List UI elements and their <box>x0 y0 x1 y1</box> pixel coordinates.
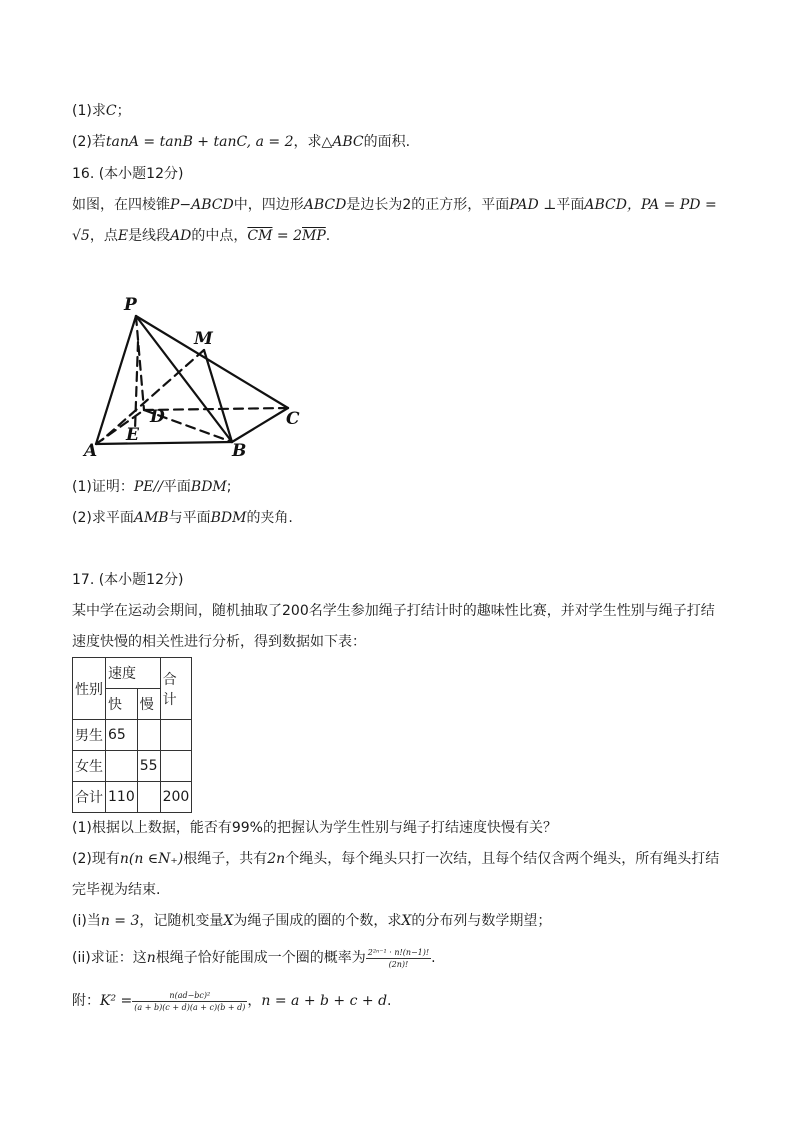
header-fast: 快 <box>106 689 138 720</box>
q17-stem-line2: 速度快慢的相关性进行分析，得到数据如下表： <box>72 634 366 650</box>
appendix-end: . <box>387 993 392 1009</box>
q15-part2-text-a: (2)若 <box>72 134 106 150</box>
label-p: P <box>124 295 137 315</box>
q16-part1-b: 平面 <box>162 479 191 495</box>
label-a: A <box>84 441 98 461</box>
q16-stem2-eq: = 2 <box>272 228 302 244</box>
edge-dc <box>144 408 288 410</box>
q16-stem-line2 <box>72 227 330 245</box>
q17-sub2 <box>72 945 436 971</box>
q17-sub2-m: n <box>146 950 156 966</box>
chi-numerator: n(ad−bc)² <box>132 990 247 1002</box>
q17-appendix <box>72 987 391 1015</box>
pyramid-figure <box>82 290 312 462</box>
q16-stem1-d: 平面 <box>556 197 585 213</box>
edge-ab <box>96 442 232 444</box>
q15-part1-end: ； <box>116 103 131 119</box>
vector-cm: $\overline{CM}$ <box>247 228 273 244</box>
cell-total <box>160 751 192 782</box>
q17-sub1-a: (i)当 <box>72 913 101 929</box>
q16-part1-m: PE// <box>133 479 163 495</box>
header-speed: 速度 <box>106 658 161 689</box>
q16-stem-line1 <box>72 196 717 214</box>
q16-part2-a: (2)求平面 <box>72 510 134 526</box>
q16-stem1-m2: ABCD <box>303 197 347 213</box>
q17-sub1-b: ，记随机变量 <box>139 913 224 929</box>
row-label: 合计 <box>73 782 106 813</box>
q15-part2-math2: △ABC <box>321 134 364 150</box>
cell-total <box>160 720 192 751</box>
q17-sub1 <box>72 912 551 930</box>
q16-part2-c: 的夹角. <box>246 510 293 526</box>
edge-mb <box>204 350 232 442</box>
q15-part2-text-b: ，求 <box>293 134 322 150</box>
q16-part1 <box>72 478 232 496</box>
q16-part2-m1: AMB <box>133 510 169 526</box>
label-m: M <box>194 329 213 349</box>
chi-square-fraction <box>132 990 247 1013</box>
q17-sub2-b: 根绳子恰好能围成一个圈的概率为 <box>155 950 366 966</box>
q17-sub1-d: 的分布列与数学期望； <box>411 913 552 929</box>
label-d: D <box>150 407 165 427</box>
q16-stem1-m1: P−ABCD <box>170 197 234 213</box>
q16-stem2-m1: √5 <box>72 228 90 244</box>
chi-denominator: (a + b)(c + d)(a + c)(b + d) <box>134 1002 246 1012</box>
header-total: 合计 <box>160 658 192 720</box>
q17-stem-line1: 某中学在运动会期间，随机抽取了200名学生参加绳子打结计时的趣味性比赛，并对学生性别与绳子打结 <box>72 603 715 619</box>
q16-header: 16. (本小题12分) <box>72 166 184 182</box>
q16-stem1-c: 是边长为2的正方形，平面 <box>346 197 510 213</box>
q17-part2-c: 个绳头，每个绳头只打一次结，且每个结仅含两个绳头，所有绳头打结 <box>285 851 720 867</box>
appendix-n: n = a + b + c + d <box>261 993 388 1009</box>
fraction-denominator: (2n)! <box>388 959 409 969</box>
q16-part1-a: (1)证明： <box>72 479 134 495</box>
cell-fast: 65 <box>106 720 138 751</box>
q16-stem1-a: 如图，在四棱锥 <box>72 197 170 213</box>
contingency-table <box>72 657 192 813</box>
q16-part2-b: 与平面 <box>168 510 211 526</box>
q16-stem2-d: . <box>325 228 331 244</box>
q17-part2-line2: 完毕视为结束. <box>72 882 161 898</box>
cell-total: 200 <box>160 782 192 813</box>
header-gender: 性别 <box>73 658 106 720</box>
edge-bc <box>232 408 288 442</box>
cell-fast: 110 <box>106 782 138 813</box>
q17-header: 17. (本小题12分) <box>72 572 184 588</box>
q16-part2-m2: BDM <box>210 510 247 526</box>
vector-mp: $\overline{MP}$ <box>302 228 326 244</box>
q17-sub1-m3: X <box>401 913 412 929</box>
q16-stem2-m3: AD <box>170 228 192 244</box>
q16-part1-m2: BDM <box>190 479 227 495</box>
appendix-k: K² = <box>100 993 133 1009</box>
q16-stem1-b: 中，四边形 <box>233 197 304 213</box>
q16-part1-c: ; <box>226 479 232 495</box>
row-label: 女生 <box>73 751 106 782</box>
q17-part2-m2: 2n <box>267 851 286 867</box>
q17-part2 <box>72 850 719 868</box>
header-slow: 慢 <box>137 689 160 720</box>
q17-sub1-c: 为绳子围成的圈的个数，求 <box>233 913 402 929</box>
q17-sub2-c: . <box>431 950 436 966</box>
q17-part2-b: 根绳子，共有 <box>183 851 268 867</box>
q17-sub2-a: (ii)求证：这 <box>72 950 147 966</box>
q15-part1 <box>72 102 131 120</box>
q16-stem2-a: ，点 <box>89 228 118 244</box>
label-c: C <box>286 409 300 429</box>
cell-slow <box>137 720 160 751</box>
fraction-numerator: 2²ⁿ⁻¹ · n!(n−1)! <box>367 947 430 957</box>
q15-part2-math: tanA = tanB + tanC, a = 2 <box>105 134 294 150</box>
probability-fraction <box>366 947 431 970</box>
appendix-sep: ， <box>247 993 262 1009</box>
q15-part2-text-c: 的面积. <box>363 134 411 150</box>
q16-stem2-m2: E <box>117 228 129 244</box>
q15-part2 <box>72 133 410 151</box>
q16-part2 <box>72 509 293 527</box>
q17-sub1-m: n = 3 <box>100 913 140 929</box>
q16-stem1-m4: ABCD，PA = PD = <box>584 197 717 213</box>
q17-sub1-m2: X <box>223 913 234 929</box>
label-b: B <box>232 441 247 461</box>
q15-part1-math: C <box>105 103 117 119</box>
q16-stem2-b: 是线段 <box>128 228 171 244</box>
row-label: 男生 <box>73 720 106 751</box>
q17-part2-a: (2)现有 <box>72 851 120 867</box>
cell-fast <box>106 751 138 782</box>
q16-stem1-m3: PAD ⊥ <box>509 197 557 213</box>
q17-part2-m: n(n ∈N₊) <box>119 851 184 867</box>
table-row <box>73 720 192 751</box>
cell-slow <box>137 782 160 813</box>
q15-part1-text: (1)求 <box>72 103 106 119</box>
q17-part1: (1)根据以上数据，能否有99%的把握认为学生性别与绳子打结速度快慢有关？ <box>72 820 557 836</box>
label-e: E <box>126 425 139 445</box>
cell-slow: 55 <box>137 751 160 782</box>
appendix-label: 附： <box>72 993 100 1009</box>
table-header-row <box>73 658 192 689</box>
q16-stem2-c: 的中点， <box>191 228 248 244</box>
table-row <box>73 782 192 813</box>
table-row <box>73 751 192 782</box>
